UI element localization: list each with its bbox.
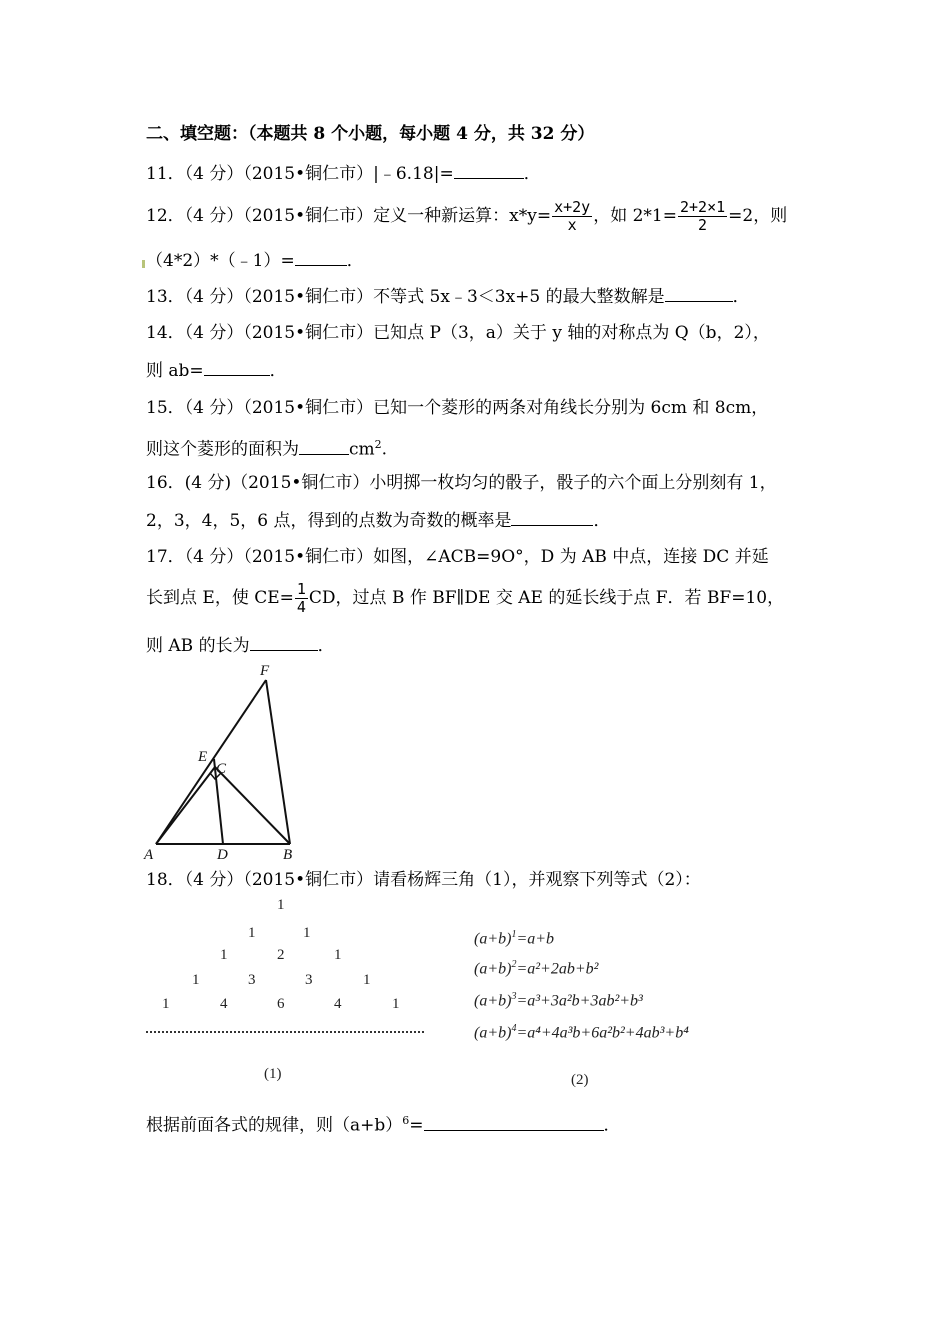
question-18-conclusion — [146, 1109, 621, 1138]
triangle-number: 3 — [305, 972, 313, 988]
triangle-number: 3 — [248, 972, 256, 988]
label-f: F — [260, 663, 270, 679]
conclusion-text: 根据前面各式的规律，则（a+b） — [146, 1115, 403, 1136]
question-16-text: 2，3，4，5，6 点，得到的点数为奇数的概率是 — [146, 511, 512, 531]
caption-1: (1) — [264, 1066, 282, 1082]
label-e: E — [198, 749, 208, 765]
equation-lhs: (a+b) — [474, 1024, 512, 1042]
answer-blank[interactable] — [424, 1113, 604, 1131]
question-15-line1: 15．（4 分）（2015•铜仁市）已知一个菱形的两条对角线长分别为 6cm 和 8cm， — [146, 398, 769, 418]
segment-ac — [156, 767, 215, 844]
period: ． — [603, 1115, 621, 1136]
equation-lhs: (a+b) — [474, 960, 512, 978]
triangle-number: 4 — [334, 996, 342, 1012]
question-14-line2 — [146, 358, 287, 383]
equation-lhs: (a+b) — [474, 930, 512, 948]
answer-blank[interactable] — [665, 284, 733, 302]
period: ． — [523, 164, 541, 184]
question-11-text: 11．（4 分）（2015•铜仁市）|﹣6.18|= — [146, 164, 454, 184]
answer-blank[interactable] — [454, 161, 524, 179]
label-c: C — [216, 761, 227, 777]
equation-rhs: =a³+3a²b+3ab²+b³ — [516, 992, 643, 1010]
question-16-line1: 16．(4 分)（2015•铜仁市）小明掷一枚均匀的骰子，骰子的六个面上分别刻有 1， — [146, 473, 777, 493]
question-13-text: 13．（4 分）（2015•铜仁市）不等式 5x﹣3＜3x+5 的最大整数解是 — [146, 287, 665, 307]
conclusion-equals: = — [409, 1115, 424, 1136]
question-15-text: 则这个菱形的面积为 — [146, 439, 299, 460]
period: ． — [593, 511, 611, 531]
equation-exponent: 2 — [511, 959, 517, 970]
triangle-number: 1 — [220, 947, 228, 963]
question-11 — [146, 161, 541, 186]
fraction-denominator: 4 — [296, 598, 306, 616]
label-b: B — [283, 847, 293, 863]
triangle-number: 1 — [334, 947, 342, 963]
equation-rhs: =a²+2ab+b² — [516, 960, 599, 978]
equation-row — [474, 991, 643, 1010]
equation-exponent: 3 — [511, 991, 517, 1002]
equation-rhs: =a+b — [516, 930, 555, 948]
question-17-line2 — [146, 580, 784, 616]
equation-exponent: 1 — [511, 929, 517, 940]
question-17-line1: 17．（4 分）（2015•铜仁市）如图，∠ACB=9O°，D 为 AB 中点，连接 DC 并延 — [146, 547, 769, 567]
question-12-line2 — [146, 248, 364, 273]
period: ． — [269, 361, 287, 381]
triangle-number: 6 — [277, 996, 285, 1012]
fraction-xy — [552, 199, 592, 234]
section-title: 二、填空题：（本题共 8 个小题，每小题 4 分，共 32 分） — [146, 124, 595, 144]
equation-row — [474, 1023, 689, 1042]
question-18-text: 18．（4 分）（2015•铜仁市）请看杨辉三角（1），并观察下列等式（2）： — [146, 870, 701, 890]
fraction-numerator: x+2y — [554, 198, 591, 216]
equation-row — [474, 929, 554, 948]
caption-2: (2) — [571, 1072, 589, 1088]
dotted-continuation — [146, 1031, 424, 1033]
triangle-number: 1 — [277, 897, 285, 913]
fraction-numerator: 2+2×1 — [679, 198, 726, 216]
margin-mark — [142, 260, 145, 268]
equation-row — [474, 959, 598, 978]
equation-lhs: (a+b) — [474, 992, 512, 1010]
answer-blank[interactable] — [299, 437, 349, 455]
segment-bf — [266, 680, 290, 844]
segment-af — [156, 680, 266, 844]
question-14-text: 则 ab= — [146, 361, 204, 381]
question-17-text: 则 AB 的长为 — [146, 636, 250, 656]
triangle-number: 1 — [363, 972, 371, 988]
equation-rhs: =a⁴+4a³b+6a²b²+4ab³+b⁴ — [516, 1024, 689, 1042]
unit: cm — [349, 439, 375, 460]
question-14-line1: 14．（4 分）（2015•铜仁市）已知点 P（3，a）关于 y 轴的对称点为 Q（b，2）， — [146, 323, 770, 343]
label-a: A — [144, 847, 154, 863]
question-15-line2 — [146, 433, 387, 462]
segment-bc — [215, 767, 290, 844]
triangle-number: 2 — [277, 947, 285, 963]
period: . — [381, 439, 388, 460]
triangle-number: 1 — [392, 996, 400, 1012]
label-d: D — [217, 847, 228, 863]
answer-blank[interactable] — [204, 358, 270, 376]
conclusion-exponent: 6 — [402, 1114, 410, 1127]
question-16-line2 — [146, 508, 610, 533]
triangle-number: 4 — [220, 996, 228, 1012]
question-12-text-b: ，如 2*1= — [593, 206, 677, 226]
question-12-text-a: 12．（4 分）（2015•铜仁市）定义一种新运算：x*y= — [146, 206, 552, 226]
answer-blank[interactable] — [511, 508, 593, 526]
question-17-text-a: 长到点 E，使 CE= — [146, 588, 294, 608]
question-13 — [146, 284, 750, 309]
question-17-line3 — [146, 633, 335, 658]
period: ． — [346, 251, 364, 271]
period: ． — [317, 636, 335, 656]
triangle-number: 1 — [303, 925, 311, 941]
fraction-denominator: x — [567, 216, 577, 234]
question-12 — [146, 198, 787, 234]
fraction-one-quarter — [295, 581, 308, 616]
unit-superscript: 2 — [374, 438, 382, 451]
period: ． — [732, 287, 750, 307]
question-12-expression: （4*2）*（﹣1）= — [146, 251, 295, 271]
question-17-text-b: CD，过点 B 作 BF∥DE 交 AE 的延长线于点 F．若 BF=10， — [308, 588, 785, 608]
triangle-number: 1 — [192, 972, 200, 988]
triangle-number: 1 — [162, 996, 170, 1012]
triangle-figure — [140, 660, 310, 865]
equation-exponent: 4 — [511, 1023, 517, 1034]
fraction-denominator: 2 — [698, 216, 708, 234]
triangle-number: 1 — [248, 925, 256, 941]
fraction-numerator: 1 — [296, 580, 306, 598]
answer-blank[interactable] — [295, 248, 347, 266]
fraction-example — [678, 199, 727, 234]
answer-blank[interactable] — [250, 633, 318, 651]
question-12-text-c: =2，则 — [728, 206, 788, 226]
